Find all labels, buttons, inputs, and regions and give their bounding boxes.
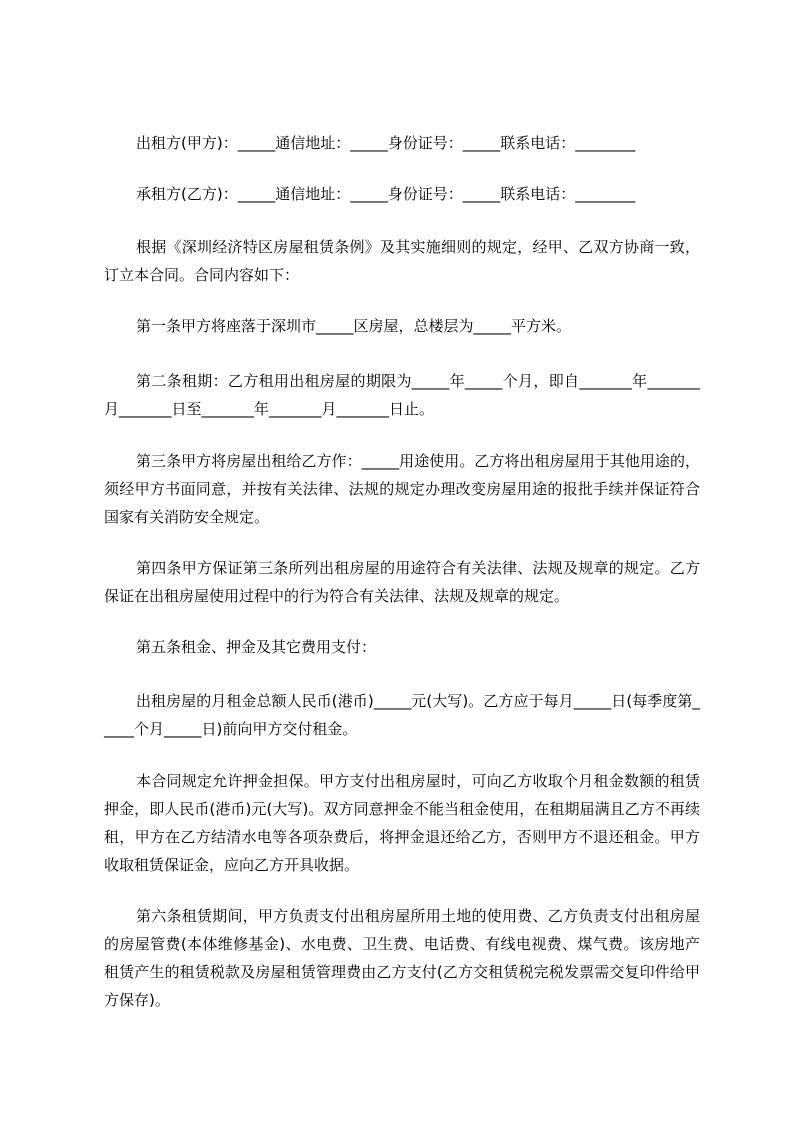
lessee-info-line: 承租方(乙方)：_____通信地址：_____身份证号：_____联系电话：________ bbox=[136, 185, 636, 203]
lessor-info-line: 出租方(甲方)：_____通信地址：_____身份证号：_____联系电话：________ bbox=[136, 134, 636, 152]
article-4-paragraph: 第四条甲方保证第三条所列出租房屋的用途符合有关法律、法规及规章的规定。乙方保证在出租房屋使用过程中的行为符合有关法律、法规及规章的规定。 bbox=[104, 559, 700, 605]
article-6-paragraph: 第六条租赁期间，甲方负责支付出租房屋所用土地的使用费、乙方负责支付出租房屋的房屋管费(本体维修基金)、水电费、卫生费、电话费、有线电视费、煤气费。该房地产租赁产生的租赁税款及房屋租赁管理费由乙方支付(乙方交租赁税完税发票需交复印件给甲方保存)。 bbox=[104, 907, 700, 1009]
preamble-paragraph: 根据《深圳经济特区房屋租赁条例》及其实施细则的规定，经甲、乙双方协商一致，订立本合同。合同内容如下： bbox=[104, 238, 700, 284]
article-5-heading: 第五条租金、押金及其它费用支付： bbox=[136, 638, 377, 656]
article-3-paragraph: 第三条甲方将房屋出租给乙方作：_____用途使用。乙方将出租房屋用于其他用途的，须经甲方书面同意，并按有关法律、法规的规定办理改变房屋用途的报批手续并保证符合国家有关消防安全规定。 bbox=[104, 452, 700, 526]
article-2-paragraph: 第二条租期：乙方租用出租房屋的期限为_____年_____个月，即自_______年_______月_______日至_______年_______月_______日止。 bbox=[104, 372, 700, 418]
article-1-paragraph: 第一条甲方将座落于深圳市_____区房屋，总楼层为_____平方米。 bbox=[136, 317, 572, 335]
rent-paragraph: 出租房屋的月租金总额人民币(港币)_____元(大写)。乙方应于每月_____日(每季度第_____个月_____日)前向甲方交付租金。 bbox=[104, 692, 700, 738]
deposit-paragraph: 本合同规定允许押金担保。甲方支付出租房屋时，可向乙方收取个月租金数额的租赁押金，即人民币(港币)元(大写)。双方同意押金不能当租金使用，在租期届满且乙方不再续租，甲方在乙方结清水电等各项杂费后，将押金退还给乙方，否则甲方不退还租金。甲方收取租赁保证金，应向乙方开具收据。 bbox=[104, 772, 700, 874]
